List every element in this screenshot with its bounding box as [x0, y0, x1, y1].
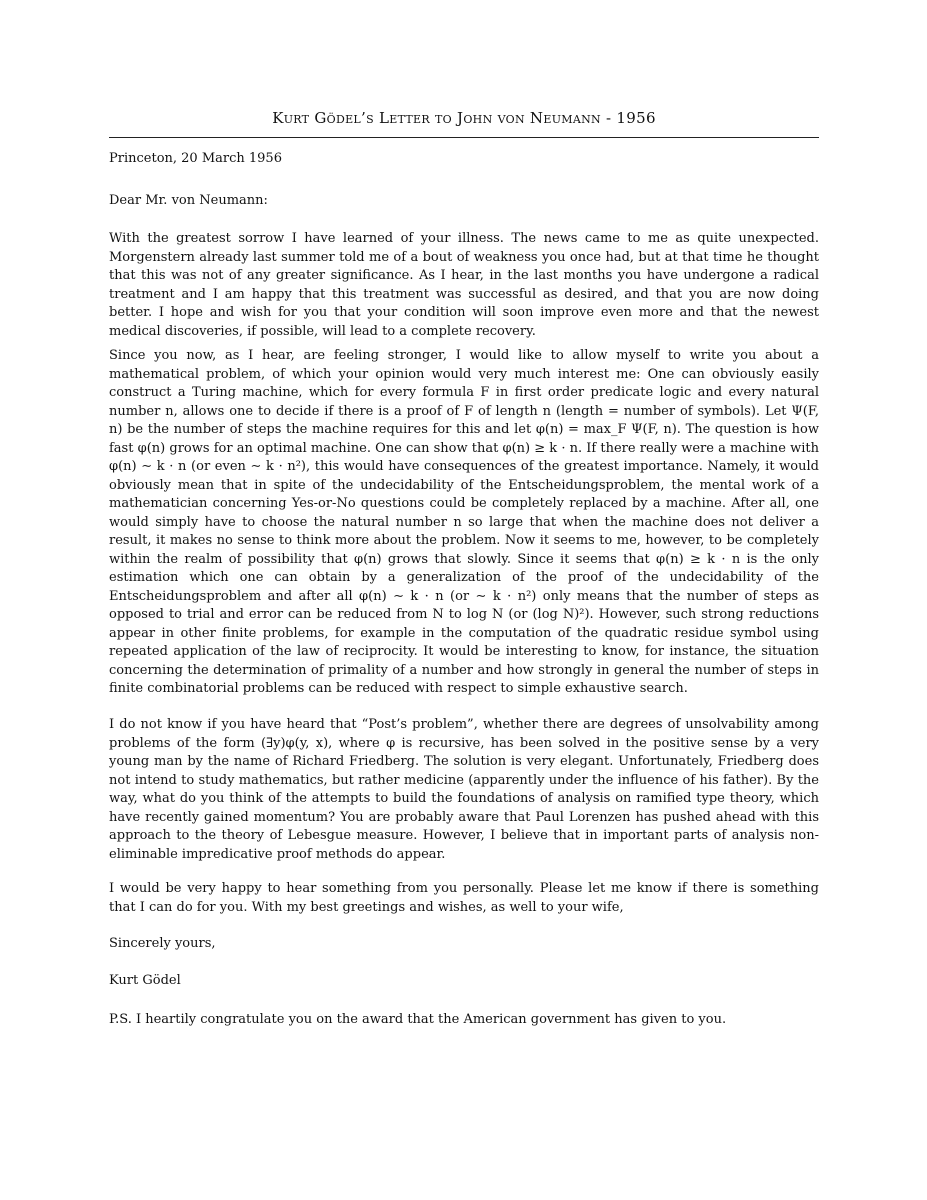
salutation: Dear Mr. von Neumann: [109, 193, 268, 208]
postscript: P.S. I heartily congratulate you on the award that the American government has given to you. [109, 1012, 727, 1027]
closing: Sincerely yours, [109, 936, 216, 951]
paragraph-greetings: I would be very happy to hear something from you personally. Please let me know if there is something that I can do for you. With my best greetings and wishes, as well to your wife, [109, 881, 819, 915]
paragraph-illness: With the greatest sorrow I have learned of your illness. The news came to me as quite unexpected. Morgenstern already last summer told me of a bout of weakness you once had, but at that time he thought that this was not of any greater significance. As I hear, in the last months you have undergone a radical treatment and I am happy that this treatment was successful as desired, and that you are now doing better. I hope and wish for you that your condition will soon improve even more and that the newest medical discoveries, if possible, will lead to a complete recovery. [109, 231, 819, 339]
title-divider [109, 137, 819, 138]
paragraph-posts-problem: I do not know if you have heard that “Post’s problem”, whether there are degrees of unsolvability among problems of the form (∃y)φ(y, x), where φ is recursive, has been solved in the positive sense by a very young man by the name of Richard Friedberg. The solution is very elegant. Unfortunately, Friedberg does not intend to study mathematics, but rather medicine (apparently under the influence of his father). By the way, what do you think of the attempts to build the foundations of analysis on ramified type theory, which have recently gained momentum? You are probably aware that Paul Lorenzen has pushed ahead with this approach to the theory of Lebesgue measure. However, I believe that in important parts of analysis non-eliminable impredicative proof methods do appear. [109, 717, 819, 862]
signature: Kurt Gödel [109, 973, 181, 988]
paragraph-math-problem: Since you now, as I hear, are feeling stronger, I would like to allow myself to write you about a mathematical problem, of which your opinion would very much interest me: One can obviously easily construct a Turing machine, which for every formula F in first order predicate logic and every natural number n, allows one to decide if there is a proof of F of length n (length = number of symbols). Let Ψ(F, n) be the number of steps the machine requires for this and let φ(n) = max_F Ψ(F, n). The question is how fast φ(n) grows for an optimal machine. One can show that φ(n) ≥ k · n. If there really were a machine with φ(n) ∼ k · n (or even ∼ k · n²), this would have consequences of the greatest importance. Namely, it would obviously mean that in spite of the undecidability of the Entscheidungsproblem, the mental work of a mathematician concerning Yes-or-No questions could be completely replaced by a machine. After all, one would simply have to choose the natural number n so large that when the machine does not deliver a result, it makes no sense to think more about the problem. Now it seems to me, however, to be completely within the realm of possibility that φ(n) grows that slowly. Since it seems that φ(n) ≥ k · n is the only estimation which one can obtain by a generalization of the proof of the undecidability of the Entscheidungsproblem and after all φ(n) ∼ k · n (or ∼ k · n²) only means that the number of steps as opposed to trial and error can be reduced from N to log N (or (log N)²). However, such strong reductions appear in other finite problems, for example in the computation of the quadratic residue symbol using repeated application of the law of reciprocity. It would be interesting to know, for instance, the situation concerning the determination of primality of a number and how strongly in general the number of steps in finite combinatorial problems can be reduced with respect to simple exhaustive search. [109, 348, 819, 696]
document-title: Kurt Gödel’s Letter to John von Neumann - 1956 [272, 109, 656, 127]
place-date: Princeton, 20 March 1956 [109, 151, 282, 166]
